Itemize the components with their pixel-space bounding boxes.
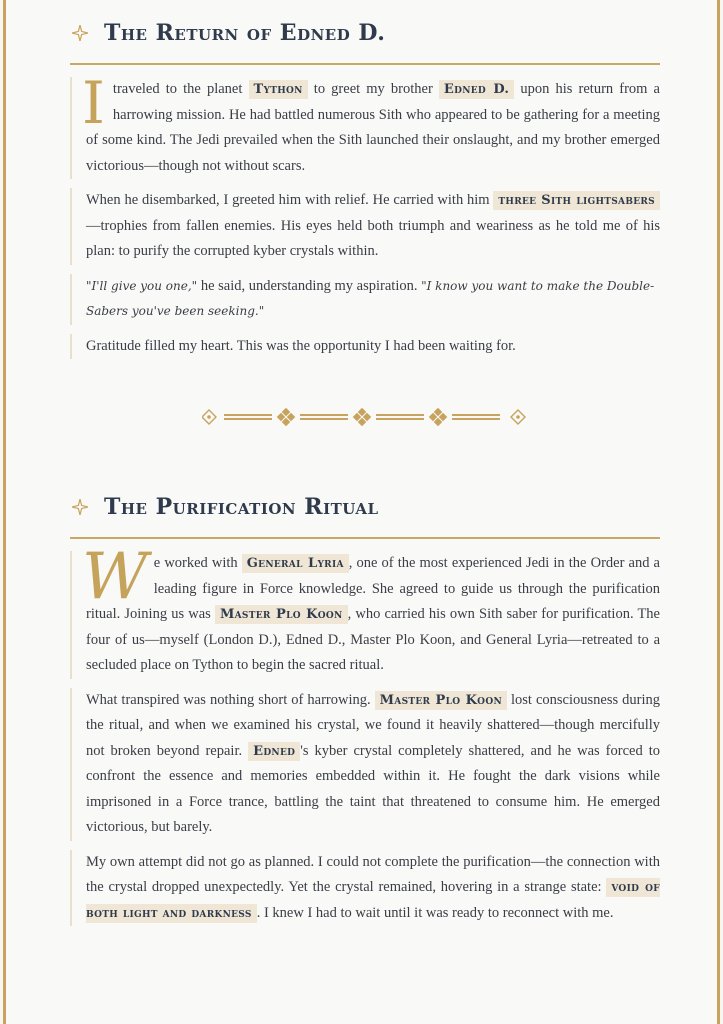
paragraph xyxy=(70,188,660,265)
quote-text: "I know you want to make the Double-Sabers you've been seeking." xyxy=(86,278,655,318)
text: lost consciousness during the ritual, and when we examined his crystal, we found it heavily shattered—though mercifully not broken beyond repair. xyxy=(86,691,660,759)
page xyxy=(3,0,720,1024)
highlight-term: Tython xyxy=(249,80,308,99)
text: e worked with xyxy=(153,555,242,571)
sparkle-icon xyxy=(72,499,88,515)
text: . I knew I had to wait until it was ready to reconnect with me. xyxy=(256,904,614,921)
text: , one of the most experienced Jedi in the Order and a leading figure in Force knowledge. She agreed to guide us through the purification ritual. Joining us was xyxy=(86,555,660,622)
paragraph-quote xyxy=(70,274,660,325)
paragraph xyxy=(70,334,660,360)
text: traveled to the planet xyxy=(112,81,249,97)
paragraph xyxy=(70,69,660,179)
text: , who carried his own Sith saber for purification. The four of us—myself (London D.), Edned D., Master Plo Koon, and General Lyria—retreated to a secluded place on Tython to begin the sacred ritual. xyxy=(86,606,660,673)
text: 's kyber crystal completely shattered, and he was forced to confront the essence and memories embedded within it. He fought the dark visions while imprisoned in a Force trance, battling the taint that threatened to consume him. He emerged victorious, but barely. xyxy=(86,742,660,835)
text: to greet my brother xyxy=(307,81,439,97)
highlight-term: void of both light and darkness xyxy=(86,880,660,921)
highlight-term: Edned D. xyxy=(439,80,514,99)
section-return xyxy=(70,14,660,368)
text: he said, understanding my aspiration. xyxy=(197,277,422,294)
text: When he disembarked, I greeted him with relief. He carried with him xyxy=(86,192,494,208)
quote-text: "I'll give you one," xyxy=(86,278,198,293)
highlight-term: Master Plo Koon xyxy=(215,605,348,624)
highlight-term: Master Plo Koon xyxy=(375,691,507,710)
text: —trophies from fallen enemies. His eyes held both triumph and weariness as he told me of his plan: to purify the corrupted kyber crystals within. xyxy=(86,217,660,259)
section-heading xyxy=(70,14,660,52)
drop-cap: W xyxy=(82,540,148,614)
heading-rule xyxy=(70,63,660,65)
text: Gratitude filled my heart. This was the opportunity I had been waiting for. xyxy=(86,337,516,354)
sparkle-icon xyxy=(72,25,88,41)
paragraph xyxy=(70,850,660,927)
section-heading xyxy=(70,488,660,526)
text: What transpired was nothing short of harrowing. xyxy=(86,691,375,708)
section-title: The Return of Edned D. xyxy=(104,20,386,46)
drop-cap: I xyxy=(82,69,105,137)
highlight-term: three Sith lightsabers xyxy=(493,191,660,210)
text: My own attempt did not go as planned. I could not complete the purification—the connection with the crystal dropped unexpectedly. Yet the crystal remained, hovering in a strange state: xyxy=(86,853,660,895)
paragraph xyxy=(70,688,660,841)
section-title: The Purification Ritual xyxy=(104,494,379,520)
paragraph xyxy=(70,540,660,679)
ornament-divider xyxy=(202,405,532,429)
heading-rule xyxy=(70,537,660,539)
section-purification xyxy=(70,488,660,935)
highlight-term: Edned xyxy=(248,742,300,761)
text: upon his return from a harrowing mission. He had battled numerous Sith who appeared to be gathering for a meeting of some kind. The Jedi prevailed when the Sith launched their onslaught, and my brother emerged victorious—though not without scars. xyxy=(86,81,660,174)
highlight-term: General Lyria xyxy=(242,554,349,573)
